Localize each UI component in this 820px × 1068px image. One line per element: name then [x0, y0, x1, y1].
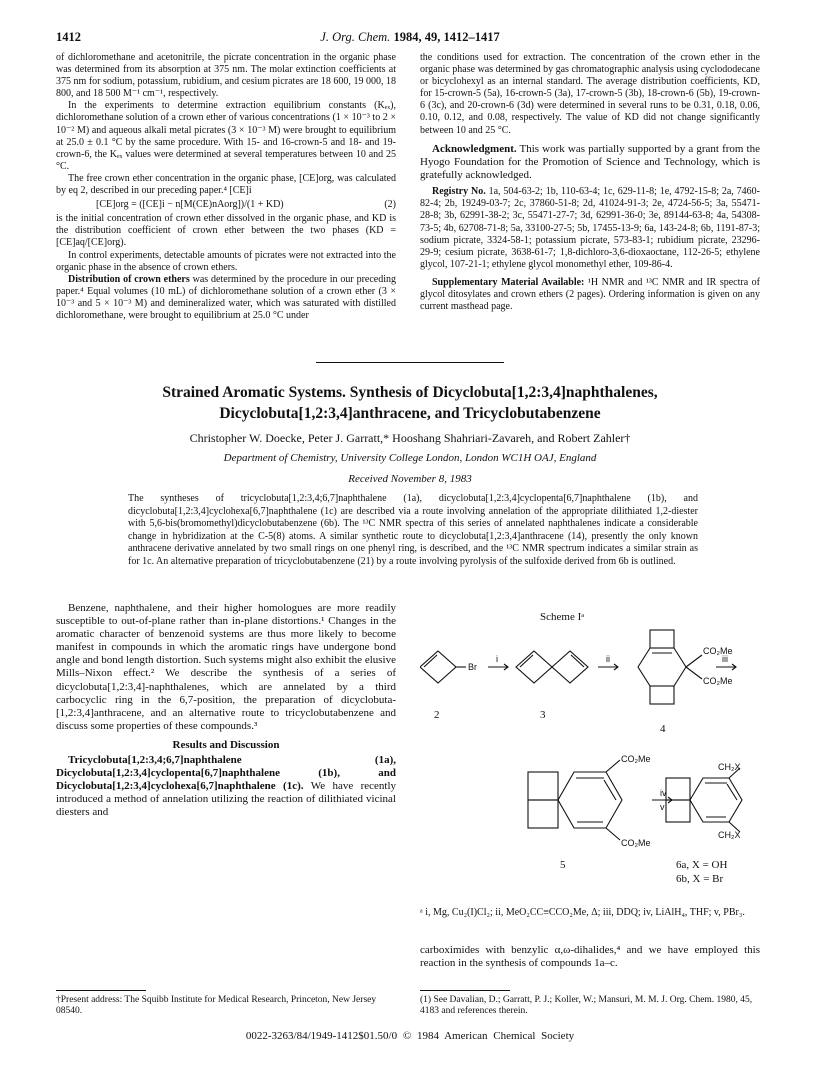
- footnote-rule: [420, 990, 510, 991]
- title-line: Strained Aromatic Systems. Synthesis of Dicyclobuta[1,2:3,4]naphthalenes,: [162, 384, 658, 401]
- copyright: © 1984 American Chemical Society: [402, 1030, 575, 1042]
- subsection: [56, 754, 396, 819]
- ack-heading: Acknowledgment.: [432, 142, 517, 155]
- abstract: The syntheses of tricyclobuta[1,2:3,4;6,7]naphthalene (1a), dicyclobuta[1,2:3,4]cyclopenta[6,7]naphthalene (1b), and dicyclobuta[1,2:3,4]cyclohexa[6,7]naphthalene (1c) are described via a route involving annelation of the appropriate dilithiated 1,2-diester with 5,6-bis(bromomethyl)dicyclobutabenzene (6b). The ¹³C NMR spectra of this series of annelated naphthalenes indicate a considerable change in hybridization at the C-5(8) atoms. A similar synthetic route to dicyclobuta[1,2:3,4]anthracene (14), presently the only known anthracene derivative annelated by two small rings on one phenyl ring, is described, and the ¹³C NMR spectrum indicates a similar strain as for 1c. An alternative preparation of tricyclobutabenzene (21) by a route involving pyrolysis of the sulfoxide derived from 6b is outlined.: [128, 493, 698, 567]
- reagent-iii: iii: [722, 654, 728, 664]
- ester-label: CO₂Me: [703, 646, 733, 656]
- reagent-ii: ii: [606, 654, 610, 664]
- reaction-scheme: [420, 620, 760, 902]
- ch2x-label: CH₂X: [718, 762, 741, 772]
- ester-label: CO₂Me: [703, 676, 733, 686]
- title-line: Dicyclobuta[1,2:3,4]anthracene, and Tricyclobutabenzene: [219, 405, 601, 422]
- ack-text: This work was partially supported by a grant from the Hyogo Foundation for the Promotion of Science and Technology, which is gratefully acknowledged.: [420, 142, 760, 182]
- supplementary-material: [420, 277, 760, 313]
- section-divider: [316, 362, 504, 363]
- compound-number: 4: [660, 723, 666, 735]
- compound-number: 6a, X = OH: [676, 859, 728, 871]
- acknowledgment: [420, 143, 760, 183]
- ester-label: CO₂Me: [621, 754, 651, 764]
- paragraph: In control experiments, detectable amounts of picrates were not extracted into the organic phase in the absence of crown ethers.: [56, 249, 396, 273]
- compound-number: 5: [560, 859, 566, 871]
- page-footer: [0, 1030, 820, 1042]
- reagent-v: v: [660, 802, 665, 812]
- section-heading: Results and Discussion: [172, 738, 280, 751]
- authors: Christopher W. Doecke, Peter J. Garratt,* Hooshang Shahriari-Zavareh, and Robert Zahler†: [189, 431, 631, 445]
- affiliation: Department of Chemistry, University College London, London WC1H OAJ, England: [223, 452, 597, 464]
- scheme-footnote: ᵃ i, Mg, Cu₂(I)Cl₂; ii, MeO₂CC≡CCO₂Me, Δ; iii, DDQ; iv, LiAlH₄, THF; v, PBr₃.: [420, 907, 745, 918]
- running-head: [0, 30, 820, 45]
- scheme-label: Scheme Iᵃ: [540, 611, 585, 623]
- registry-heading: Registry No.: [432, 186, 486, 198]
- article-title: [56, 382, 764, 424]
- supplementary-text: ¹H NMR and ¹³C NMR and IR spectra of glycol ditosylates and crown ethers (2 pages). Ordering information is given on any current masthead page.: [420, 276, 760, 313]
- compound-4-structure: [638, 630, 702, 704]
- compound-2-structure: [420, 651, 466, 683]
- registry-text: 1a, 504-63-2; 1b, 110-63-4; 1c, 629-11-8; 1e, 4792-15-8; 2a, 7460-82-4; 2b, 19249-03-7; 2c, 37860-51-8; 2d, 41024-91-3; 2e, 4724-56-5; 3a, 55471-28-8; 3b, 62991-38-2; 3c, 55471-27-7; 3d, 62991-36-0; 3e, 89144-63-8; 4a, 54308-73-5; 4b, 62708-71-8; 5a, 33100-27-5; 5b, 17455-13-9; 6a, 143-24-8; 6b, 1191-87-3; sodium picrate, 3324-58-1; potassium picrate, 573-83-1; rubidium picrate, 23296-29-9; cesium picrate, 3638-61-7; 1,8-dichloro-3,6-dioxaoctane, 112-26-5; ethylene glycol, 107-21-1; ethylene glycol monomethyl ether, 109-86-4.: [420, 186, 760, 270]
- run-in-heading: Distribution of crown ethers: [68, 273, 190, 285]
- journal-citation: 1984, 49, 1412–1417: [393, 30, 500, 44]
- intro-column: [56, 602, 396, 820]
- compound-number: 3: [540, 709, 546, 721]
- right-column: [420, 52, 760, 313]
- equation: [56, 197, 396, 213]
- page-number: 1412: [56, 30, 81, 44]
- paragraph: of dichloromethane and acetonitrile, the picrate concentration in the organic phase was determined from its absorption at 375 nm. The molar extinction coefficients at 375 nm for sodium, potassium, rubidium, and cesium picrates are 18 600, 19 000, 18 800, and 18 500 M⁻¹ cm⁻¹, respectively.: [56, 52, 396, 100]
- paragraph: carboximides with benzylic α,ω-dihalides,⁴ and we have employed this reaction in the synthesis of compounds 1a–c.: [420, 944, 760, 970]
- footnote: †Present address: The Squibb Institute for Medical Research, Princeton, New Jersey 08540.: [56, 995, 377, 1017]
- compound-number: 2: [434, 709, 440, 721]
- paragraph: the conditions used for extraction. The concentration of the crown ether in the organic phase was determined by gas chromatographic analysis using cyclododecane or bicyclohexyl as an internal standard. The average distribution coefficients, KD, for 15-crown-5 (5a), 16-crown-5 (3a), 17-crown-5 (3b), 18-crown-6 (5b), 19-crown-6 (3c), and 20-crown-6 (3d) were determined in several runs to be 0.31, 0.18, 0.06, 0.10, 0.12, and 0.08, respectively. The value of KD did not change significantly between 10 and 25 °C.: [420, 52, 760, 136]
- equation-body: [CE]org = ([CE]i − n[M(CE)nAorg])/(1 + KD): [96, 199, 284, 211]
- paragraph-text: was determined by the procedure in our preceding paper.⁴ Equal volumes (10 mL) of dichloromethane solution of a crown ether (3 × 10⁻³ and 5 × 10⁻³ M) and demineralized water, which was saturated with distilled dichloromethane, were brought to equilibrium at 25.0 °C under: [56, 273, 396, 321]
- compound-5-structure: [528, 760, 622, 840]
- compound-3-structure: [516, 651, 588, 683]
- reagent-iv: iv: [660, 788, 667, 798]
- ch2x-label: CH₂X: [718, 830, 741, 840]
- received-date: Received November 8, 1983: [348, 473, 472, 485]
- bromo-label: Br: [468, 662, 477, 672]
- supplementary-heading: Supplementary Material Available:: [432, 276, 585, 288]
- paragraph: is the initial concentration of crown ether dissolved in the organic phase, and KD is the distribution coefficient of crown ether between the two phases (KD = [CE]aq/[CE]org).: [56, 213, 396, 249]
- subsection-heading: Tricyclobuta[1,2:3,4;6,7]naphthalene (1a), Dicyclobuta[1,2:3,4]cyclopenta[6,7]naphthalene (1b), and Dicyclobuta[1,2:3,4]cyclohexa[6,7]naphthalene (1c).: [56, 754, 396, 793]
- equation-number: (2): [384, 199, 396, 211]
- paragraph: The free crown ether concentration in the organic phase, [CE]org, was calculated by eq 2, described in our preceding paper.⁴ [CE]i: [56, 172, 396, 197]
- left-column: [56, 52, 396, 322]
- issn-code: 0022-3263/84/1949-1412$01.50/0: [245, 1030, 398, 1042]
- journal-name: J. Org. Chem.: [320, 30, 391, 44]
- compound-number: 6b, X = Br: [676, 873, 724, 885]
- paragraph: [56, 274, 396, 322]
- footnote-rule: [56, 990, 146, 991]
- reagent-i: i: [496, 654, 498, 664]
- subsection-text: We have recently introduced a method of annelation utilizing the reaction of dilithiated vicinal diesters and: [56, 780, 397, 819]
- introduction: Benzene, naphthalene, and their higher homologues are more readily susceptible to out-of-plane rather than in-plane distortions.¹ Changes in the aromatic character of benzenoid systems are thus more likely to become manifest in compounds in which the aromatic rings have undergone bond angle and bond length distortion. Such systems might also exhibit the elusive Mills–Nixon effect.² We describe the synthesis of a series of dicyclobuta[1,2:3,4]-naphthalenes, which are annelated by a third carbocyclic ring in the 6,7-position, the preparation of dicyclobuta-[1,2:3,4]anthracene, and an alternative route to tricyclobutabenzene and discuss some properties of these compounds.³: [56, 602, 396, 732]
- compound-6-structure: [666, 768, 742, 832]
- registry-numbers: [420, 186, 760, 271]
- paragraph: In the experiments to determine extraction equilibrium constants (Kₑₓ), dichloromethane solution of a crown ether of various concentrations (1 × 10⁻³ to 2 × 10⁻² M) and aqueous alkali metal picrates (3 × 10⁻³ M) were brought to equilibrium at 25.0 ± 0.1 °C by the same procedure. With 15- and 16-crown-5 and 18- and 19-crown-6, the Kₑₓ values were determined at several temperatures between 10 and 25 °C.: [56, 100, 396, 172]
- ester-label: CO₂Me: [621, 838, 651, 848]
- reference: (1) See Davalian, D.; Garratt, P. J.; Koller, W.; Mansuri, M. M. J. Org. Chem. 1980, 45, 4183 and references therein.: [420, 995, 753, 1017]
